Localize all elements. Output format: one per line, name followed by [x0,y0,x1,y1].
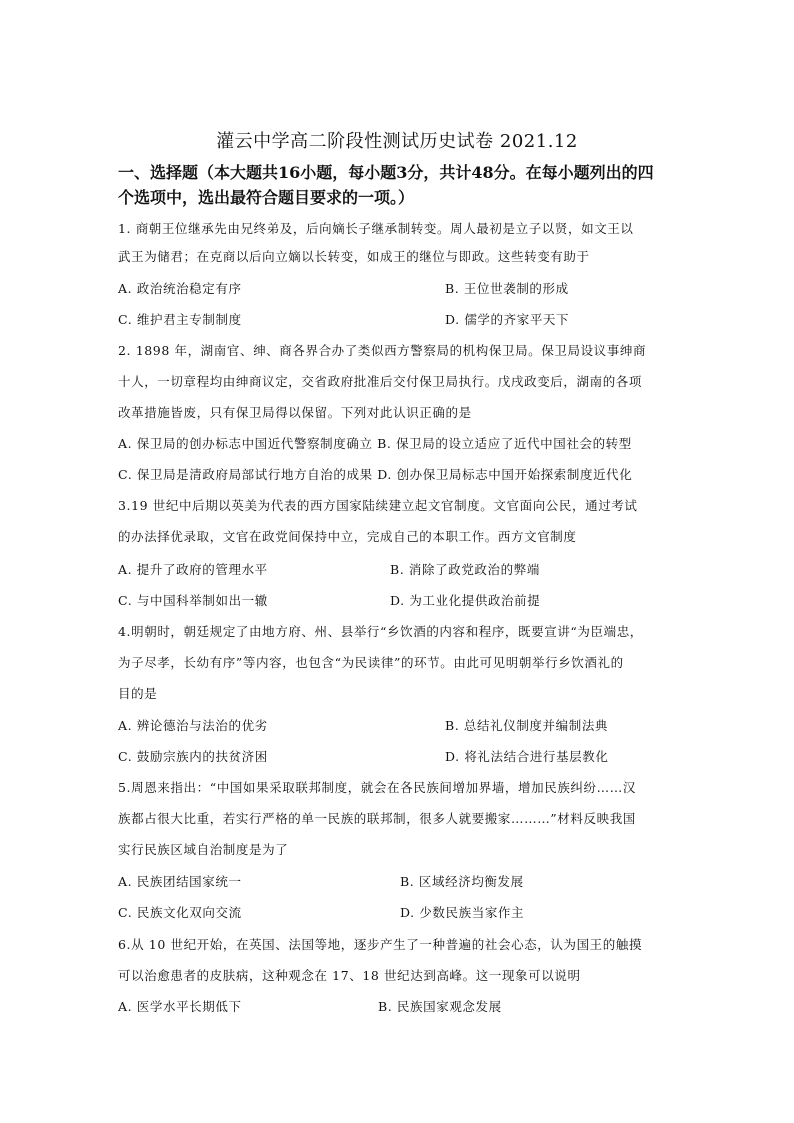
question-4-line-2: 为子尽孝，长幼有序”等内容，也包含“为民读律”的环节。由此可见明朝举行乡饮酒礼的 [118,655,624,670]
question-5-option-b[interactable]: B. 区域经济均衡发展 [400,874,524,889]
question-2-line-2: 十人，一切章程均由绅商议定，交省政府批准后交付保卫局执行。戊戌政变后，湖南的各项 [118,374,643,389]
question-4-line-3: 目的是 [118,686,158,701]
question-2-option-c-d[interactable]: C. 保卫局是清政府局部试行地方自治的成果 D. 创办保卫局标志中国开始探索制度近代化 [118,467,633,482]
question-3-option-d[interactable]: D. 为工业化提供政治前提 [390,593,541,608]
question-2-line-3: 改革措施皆废，只有保卫局得以保留。下列对此认识正确的是 [118,405,472,420]
question-4-option-b[interactable]: B. 总结礼仪制度并编制法典 [445,718,609,733]
question-5-option-a[interactable]: A. 民族团结国家统一 [118,874,242,889]
section-heading-line-1: 一、选择题（本大题共16小题，每小题3分，共计48分。在每小题列出的四 [118,163,654,182]
question-3-line-2: 的办法择优录取，文官在政党间保持中立，完成自己的本职工作。西方文官制度 [118,529,577,544]
question-3-option-b[interactable]: B. 消除了政党政治的弊端 [390,562,540,577]
question-4-line-1: 4.明朝时，朝廷规定了由地方府、州、县举行“乡饮酒的内容和程序，既要宣讲“为臣端忠， [118,624,643,639]
exam-title: 灌云中学高二阶段性测试历史试卷 2021.12 [216,131,578,152]
section-heading-line-2: 个选项中，选出最符合题目要求的一项。） [118,188,415,207]
question-1-option-d[interactable]: D. 儒学的齐家平天下 [445,312,570,327]
question-3-line-1: 3.19 世纪中后期以英美为代表的西方国家陆续建立起文官制度。文官面向公民，通过考试 [118,498,638,513]
question-3-option-a[interactable]: A. 提升了政府的管理水平 [118,562,268,577]
question-5-line-1: 5.周恩来指出：“中国如果采取联邦制度，就会在各民族间增加界墙，增加民族纠纷……汉 [118,780,636,795]
question-1-option-b[interactable]: B. 王位世袭制的形成 [445,281,569,296]
question-1-option-a[interactable]: A. 政治统治稳定有序 [118,281,242,296]
question-1-line-1: 1. 商朝王位继承先由兄终弟及，后向嫡长子继承制转变。周人最初是立子以贤，如文王以 [118,221,634,236]
question-6-line-1: 6.从 10 世纪开始，在英国、法国等地，逐步产生了一种普遍的社会心态，认为国王的触摸 [118,937,643,952]
question-4-option-c[interactable]: C. 鼓励宗族内的扶贫济困 [118,749,268,764]
question-2-option-a-b[interactable]: A. 保卫局的创办标志中国近代警察制度确立 B. 保卫局的设立适应了近代中国社会的转型 [118,436,632,451]
question-5-line-3: 实行民族区域自治制度是为了 [118,842,289,857]
question-1-option-c[interactable]: C. 维护君主专制制度 [118,312,242,327]
question-4-option-d[interactable]: D. 将礼法结合进行基层教化 [445,749,609,764]
question-4-option-a[interactable]: A. 辨论德治与法治的优劣 [118,718,268,733]
question-6-line-2: 可以治愈患者的皮肤病，这种观念在 17、18 世纪达到高峰。这一现象可以说明 [118,968,581,983]
question-5-option-c[interactable]: C. 民族文化双向交流 [118,905,242,920]
question-6-option-b[interactable]: B. 民族国家观念发展 [378,999,502,1014]
question-6-option-a[interactable]: A. 医学水平长期低下 [118,999,242,1014]
question-5-option-d[interactable]: D. 少数民族当家作主 [400,905,525,920]
section-heading [118,160,678,210]
question-3-option-c[interactable]: C. 与中国科举制如出一辙 [118,593,268,608]
question-2-line-1: 2. 1898 年，湖南官、绅、商各界合办了类似西方警察局的机构保卫局。保卫局设议事绅商 [118,343,647,358]
question-1-line-2: 武王为储君；在克商以后向立嫡以长转变，如成王的继位与即政。这些转变有助于 [118,249,590,264]
question-5-line-2: 族都占很大比重，若实行严格的单一民族的联邦制，很多人就要搬家………”材料反映我国 [118,811,636,826]
